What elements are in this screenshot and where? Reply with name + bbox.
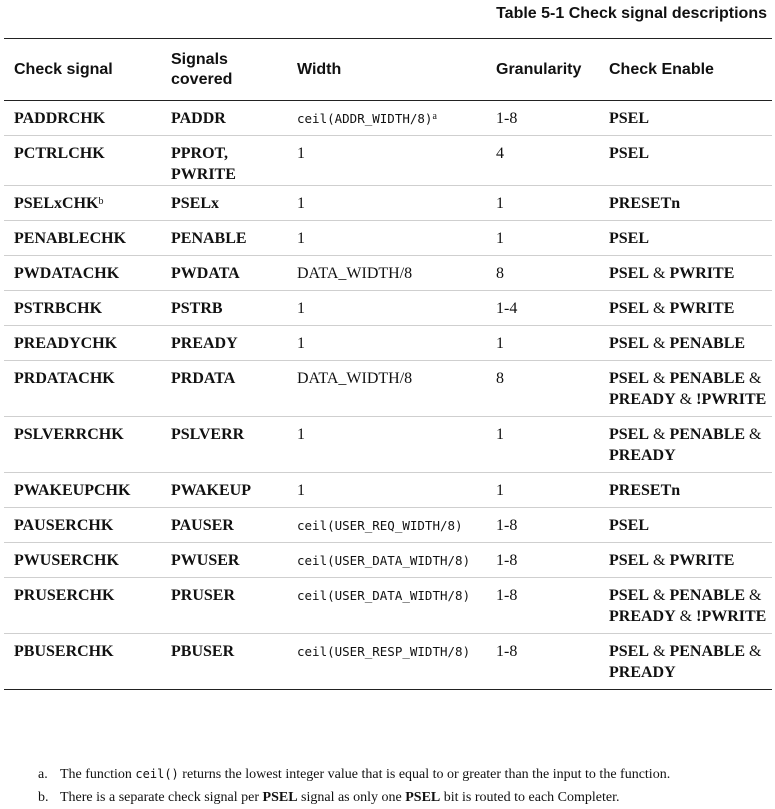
cell-signals-covered: PWDATA xyxy=(161,256,287,291)
width-value: 1 xyxy=(297,300,305,317)
cell-width xyxy=(287,136,486,186)
cell-check-enable xyxy=(599,186,772,221)
and-operator: & xyxy=(653,265,666,282)
enable-signal: PENABLE xyxy=(669,335,746,352)
cell-check-signal xyxy=(4,578,161,634)
check-signal-name: PREADYCHK xyxy=(14,335,118,352)
check-signal-name: PCTRLCHK xyxy=(14,145,105,162)
cell-granularity: 8 xyxy=(486,361,599,417)
cell-check-enable xyxy=(599,543,772,578)
cell-granularity: 1 xyxy=(486,417,599,473)
cell-granularity: 1 xyxy=(486,186,599,221)
table-row xyxy=(4,417,772,473)
width-value: ceil(ADDR_WIDTH/8) xyxy=(297,111,433,126)
cell-check-signal xyxy=(4,256,161,291)
footnote-a xyxy=(38,763,670,786)
footnote-b-text-3: bit is routed to each Completer. xyxy=(443,790,620,805)
enable-signal: PSEL xyxy=(609,552,650,569)
cell-check-enable xyxy=(599,101,772,136)
enable-signal: PSEL xyxy=(609,265,650,282)
and-operator: & xyxy=(653,587,666,604)
width-value: 1 xyxy=(297,335,305,352)
table-row xyxy=(4,291,772,326)
enable-signal: PSEL xyxy=(609,145,650,162)
table-row xyxy=(4,473,772,508)
check-signal-name: PSELxCHK xyxy=(14,195,99,212)
enable-signal: PWRITE xyxy=(669,265,735,282)
cell-granularity: 1 xyxy=(486,473,599,508)
header-check-enable: Check Enable xyxy=(599,39,772,101)
and-operator: & xyxy=(679,391,693,408)
header-granularity: Granularity xyxy=(486,39,599,101)
footnote-b-mark: b. xyxy=(38,790,49,805)
header-signals-covered xyxy=(161,39,287,101)
enable-signal: PREADY xyxy=(609,608,676,625)
cell-granularity: 1-4 xyxy=(486,291,599,326)
cell-check-signal xyxy=(4,136,161,186)
cell-width xyxy=(287,291,486,326)
cell-check-enable xyxy=(599,256,772,291)
and-operator: & xyxy=(749,370,762,387)
cell-signals-covered: PSTRB xyxy=(161,291,287,326)
enable-signal: PREADY xyxy=(609,447,676,464)
cell-check-enable xyxy=(599,291,772,326)
cell-granularity: 1-8 xyxy=(486,508,599,543)
enable-signal: PENABLE xyxy=(669,370,746,387)
cell-signals-covered: PRUSER xyxy=(161,578,287,634)
cell-signals-covered: PREADY xyxy=(161,326,287,361)
cell-check-signal xyxy=(4,473,161,508)
cell-check-enable xyxy=(599,361,772,417)
cell-check-signal xyxy=(4,221,161,256)
cell-signals-covered: PADDR xyxy=(161,101,287,136)
and-operator: & xyxy=(653,643,666,660)
footnote-a-text-1: The function xyxy=(60,767,132,782)
enable-signal: PENABLE xyxy=(669,587,746,604)
width-value: 1 xyxy=(297,145,305,162)
cell-signals-covered: PSLVERR xyxy=(161,417,287,473)
cell-width xyxy=(287,361,486,417)
footnote-b-text-2: signal as only one xyxy=(301,790,402,805)
width-value: ceil(USER_REQ_WIDTH/8) xyxy=(297,518,463,533)
cell-width xyxy=(287,186,486,221)
footnote-ref: a xyxy=(432,111,437,122)
cell-signals-covered: PENABLE xyxy=(161,221,287,256)
enable-signal: !PWRITE xyxy=(696,391,767,408)
cell-check-enable xyxy=(599,221,772,256)
enable-signal: PSEL xyxy=(609,587,650,604)
cell-signals-covered: PAUSER xyxy=(161,508,287,543)
cell-granularity: 1-8 xyxy=(486,101,599,136)
and-operator: & xyxy=(653,552,666,569)
footnotes xyxy=(38,763,670,809)
cell-width xyxy=(287,326,486,361)
cell-check-signal xyxy=(4,326,161,361)
cell-check-signal xyxy=(4,361,161,417)
table-row xyxy=(4,256,772,291)
enable-signal: PSEL xyxy=(609,335,650,352)
width-value: ceil(USER_DATA_WIDTH/8) xyxy=(297,588,471,603)
check-signal-name: PWDATACHK xyxy=(14,265,120,282)
width-value: 1 xyxy=(297,195,305,212)
width-value: DATA_WIDTH/8 xyxy=(297,265,413,282)
footnote-a-mark: a. xyxy=(38,767,48,782)
enable-signal: PSEL xyxy=(609,110,650,127)
enable-signal: PENABLE xyxy=(669,426,746,443)
cell-check-enable xyxy=(599,634,772,690)
check-signal-name: PENABLECHK xyxy=(14,230,127,247)
table-row xyxy=(4,361,772,417)
cell-check-signal xyxy=(4,543,161,578)
table-header-row xyxy=(4,39,772,101)
enable-signal: PREADY xyxy=(609,664,676,681)
table-caption: Table 5-1 Check signal descriptions xyxy=(496,5,767,22)
cell-signals-covered: PSELx xyxy=(161,186,287,221)
cell-check-signal xyxy=(4,508,161,543)
check-signal-name: PWUSERCHK xyxy=(14,552,119,569)
cell-granularity: 4 xyxy=(486,136,599,186)
table-row xyxy=(4,326,772,361)
table-row xyxy=(4,101,772,136)
table-row xyxy=(4,136,772,186)
enable-signal: PWRITE xyxy=(669,552,735,569)
and-operator: & xyxy=(749,426,762,443)
cell-check-signal xyxy=(4,417,161,473)
footnote-b-bold-1: PSEL xyxy=(262,790,298,805)
enable-signal: PENABLE xyxy=(669,643,746,660)
footnote-b-text-1: There is a separate check signal per xyxy=(60,790,260,805)
width-value: 1 xyxy=(297,482,305,499)
cell-width xyxy=(287,221,486,256)
cell-check-signal xyxy=(4,291,161,326)
footnote-b-bold-2: PSEL xyxy=(405,790,441,805)
cell-width xyxy=(287,417,486,473)
enable-signal: PWRITE xyxy=(669,300,735,317)
cell-signals-covered: PBUSER xyxy=(161,634,287,690)
enable-signal: PSEL xyxy=(609,230,650,247)
cell-signals-covered: PPROT, PWRITE xyxy=(161,136,287,186)
cell-check-enable xyxy=(599,508,772,543)
cell-signals-covered: PWAKEUP xyxy=(161,473,287,508)
enable-signal: PREADY xyxy=(609,391,676,408)
cell-check-signal xyxy=(4,634,161,690)
cell-width xyxy=(287,473,486,508)
width-value: DATA_WIDTH/8 xyxy=(297,370,413,387)
cell-granularity: 1-8 xyxy=(486,543,599,578)
header-check-signal: Check signal xyxy=(4,39,161,101)
width-value: ceil(USER_RESP_WIDTH/8) xyxy=(297,644,471,659)
enable-signal: !PWRITE xyxy=(696,608,767,625)
width-value: 1 xyxy=(297,426,305,443)
footnote-a-code: ceil() xyxy=(135,767,179,781)
table-row xyxy=(4,508,772,543)
table-row xyxy=(4,543,772,578)
check-signal-table xyxy=(4,38,772,690)
check-signal-name: PRUSERCHK xyxy=(14,587,115,604)
cell-signals-covered: PRDATA xyxy=(161,361,287,417)
check-signal-name: PSLVERRCHK xyxy=(14,426,124,443)
cell-check-enable xyxy=(599,473,772,508)
table-body xyxy=(4,101,772,690)
cell-granularity: 8 xyxy=(486,256,599,291)
footnote-b xyxy=(38,786,670,809)
check-signal-name: PBUSERCHK xyxy=(14,643,114,660)
width-value: 1 xyxy=(297,230,305,247)
cell-width xyxy=(287,634,486,690)
cell-check-signal xyxy=(4,101,161,136)
enable-signal: PRESETn xyxy=(609,195,681,212)
footnote-ref: b xyxy=(98,196,104,207)
check-signal-name: PADDRCHK xyxy=(14,110,106,127)
enable-signal: PSEL xyxy=(609,643,650,660)
cell-check-signal xyxy=(4,186,161,221)
cell-granularity: 1-8 xyxy=(486,634,599,690)
and-operator: & xyxy=(679,608,693,625)
cell-width xyxy=(287,256,486,291)
width-value: ceil(USER_DATA_WIDTH/8) xyxy=(297,553,471,568)
and-operator: & xyxy=(653,300,666,317)
and-operator: & xyxy=(653,426,666,443)
cell-check-enable xyxy=(599,136,772,186)
cell-width xyxy=(287,101,486,136)
enable-signal: PSEL xyxy=(609,370,650,387)
header-signals-covered-label: Signals covered xyxy=(171,50,233,88)
header-width: Width xyxy=(287,39,486,101)
footnote-a-text-2: returns the lowest integer value that is equal to or greater than the input to the function. xyxy=(182,767,671,782)
cell-granularity: 1 xyxy=(486,221,599,256)
check-signal-name: PAUSERCHK xyxy=(14,517,114,534)
cell-check-enable xyxy=(599,578,772,634)
enable-signal: PRESETn xyxy=(609,482,681,499)
enable-signal: PSEL xyxy=(609,426,650,443)
cell-width xyxy=(287,578,486,634)
cell-width xyxy=(287,543,486,578)
table-row xyxy=(4,634,772,690)
check-signal-name: PRDATACHK xyxy=(14,370,115,387)
table-row xyxy=(4,221,772,256)
enable-signal: PSEL xyxy=(609,517,650,534)
check-signal-name: PSTRBCHK xyxy=(14,300,103,317)
cell-width xyxy=(287,508,486,543)
cell-check-enable xyxy=(599,326,772,361)
cell-granularity: 1 xyxy=(486,326,599,361)
enable-signal: PSEL xyxy=(609,300,650,317)
table-row xyxy=(4,186,772,221)
and-operator: & xyxy=(749,643,762,660)
cell-granularity: 1-8 xyxy=(486,578,599,634)
and-operator: & xyxy=(653,370,666,387)
cell-check-enable xyxy=(599,417,772,473)
table-row xyxy=(4,578,772,634)
and-operator: & xyxy=(653,335,666,352)
check-signal-name: PWAKEUPCHK xyxy=(14,482,131,499)
cell-signals-covered: PWUSER xyxy=(161,543,287,578)
and-operator: & xyxy=(749,587,762,604)
